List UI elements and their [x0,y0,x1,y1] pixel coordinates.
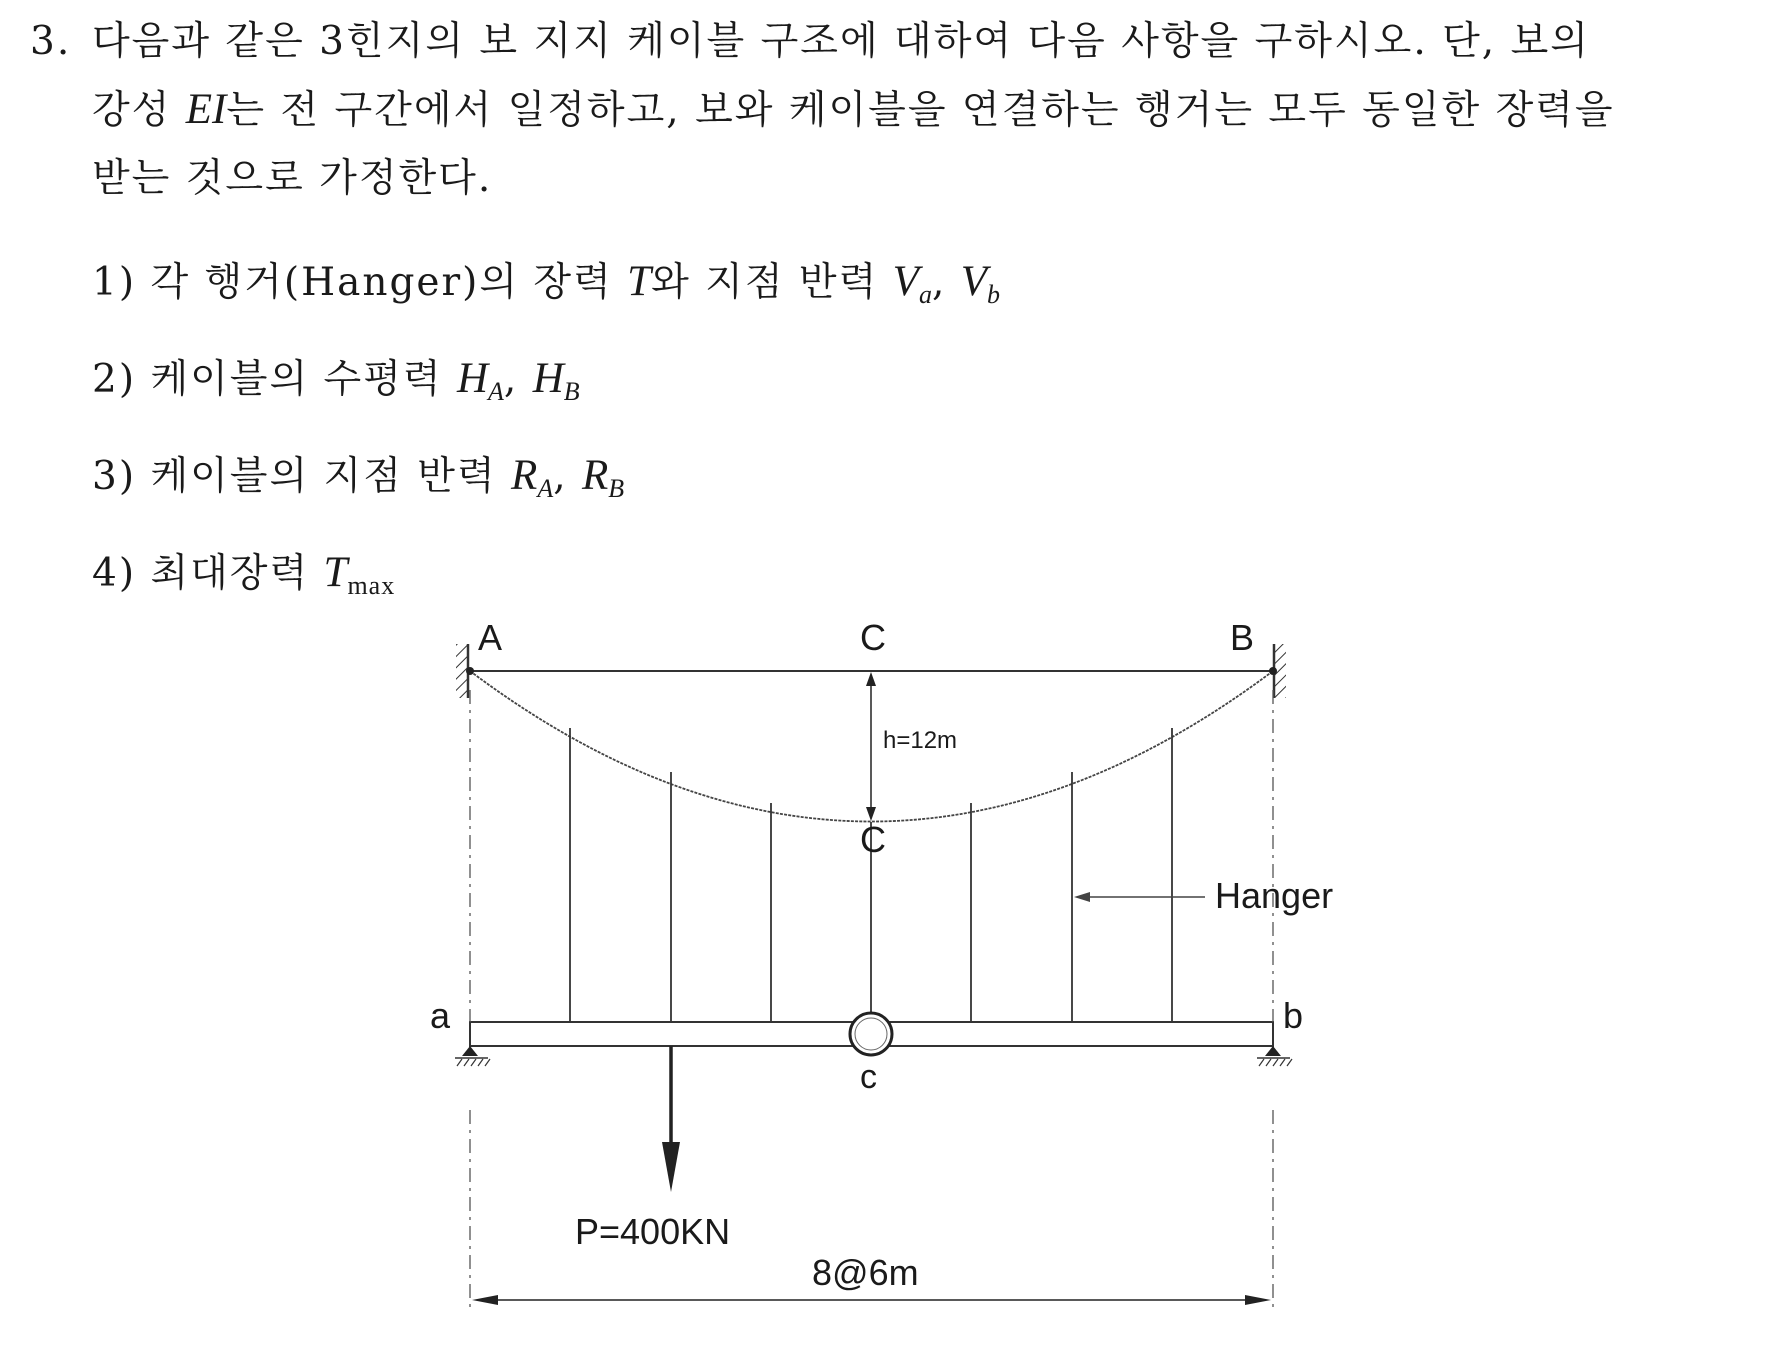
hinge-c [850,1013,892,1055]
support-b [1257,1046,1292,1066]
sub-question-4: 4) 최대장력 $T_{max}$ [92,549,396,600]
support-a [455,1046,490,1066]
problem-stem-line-1: 3. 다음과 같은 3힌지의 보 지지 케이블 구조에 대하여 다음 사항을 구하시오. 단, 보의 [30,8,1750,76]
label-hanger: Hanger [1215,875,1334,916]
sub-question-2: 2) 케이블의 수평력 $H_A$, $H_B$ [92,355,580,406]
symbol-ei: EI [185,86,227,133]
span-dimension [472,1295,1271,1305]
label-a-lower: a [430,995,451,1036]
load-arrow [662,1046,680,1192]
label-load: P=400KN [575,1211,731,1252]
sub-question-3: 3) 케이블의 지점 반력 $R_A$, $R_B$ [92,452,625,503]
label-span: 8@6m [812,1252,919,1293]
cable-structure-figure [400,610,1420,1340]
label-b-upper: B [1230,617,1255,658]
label-a-upper: A [478,617,503,658]
sag-dimension [866,672,876,821]
label-c-top: C [860,617,886,658]
cable-structure-diagram [400,610,1420,1340]
problem [30,8,1750,621]
problem-stem-line-2: 강성 EI는 전 구간에서 일정하고, 보와 케이블을 연결하는 행거는 모두 동일한 장력을 [92,86,1615,133]
hanger-pointer [1074,892,1205,902]
label-b-lower: b [1283,995,1304,1036]
label-c-bottom: C [860,819,886,860]
problem-stem-line-3: 받는 것으로 가정한다. [92,156,493,201]
problem-number: 3. [30,19,72,64]
label-c-hinge: c [860,1058,877,1096]
cable-anchor-b [1269,667,1277,675]
sub-question-list [30,233,1750,621]
cable-anchor-a [466,667,474,675]
label-sag: h=12m [883,727,958,754]
sub-question-1: 1) 각 행거(Hanger)의 장력 T와 지점 반력 $V_a$, $V_b$ [92,258,1001,309]
